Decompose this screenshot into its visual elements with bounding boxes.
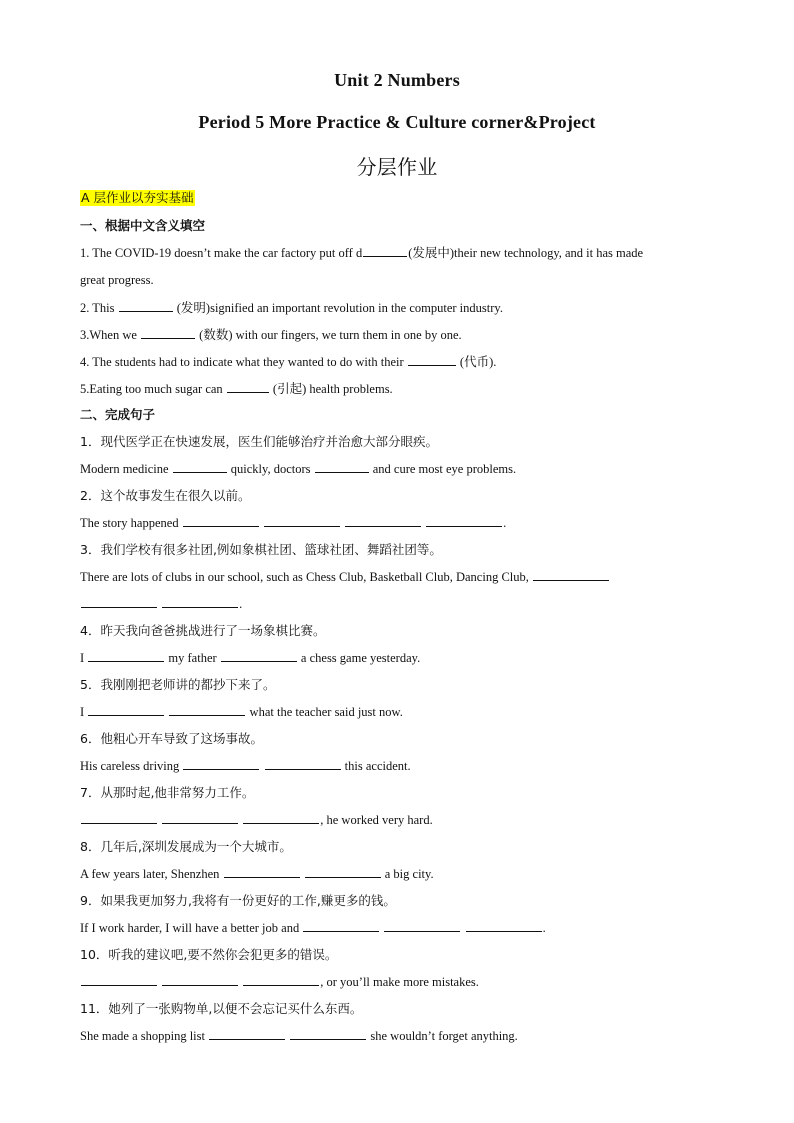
sentence-text: I: [80, 705, 85, 719]
question-2: [80, 300, 503, 316]
answer-blank[interactable]: [227, 381, 269, 393]
answer-blank[interactable]: [426, 515, 502, 527]
answer-blank[interactable]: [81, 596, 157, 608]
question-text: (数数) with our fingers, we turn them in one by one.: [199, 328, 462, 342]
sentence-3-chinese: 3．我们学校有很多社团,例如象棋社团、篮球社团、舞蹈社团等。: [80, 542, 442, 557]
answer-blank[interactable]: [345, 515, 421, 527]
sentence-text: , or you’ll make more mistakes.: [320, 975, 479, 989]
answer-blank[interactable]: [141, 327, 195, 339]
sentence-text: , he worked very hard.: [320, 813, 433, 827]
sentence-11: [80, 1028, 518, 1044]
section2-title: 二、完成句子: [80, 407, 156, 422]
sentence-4-chinese: 4．昨天我向爸爸挑战进行了一场象棋比赛。: [80, 623, 326, 638]
answer-blank[interactable]: [183, 758, 259, 770]
answer-blank[interactable]: [173, 461, 227, 473]
sentence-text: The story happened: [80, 516, 179, 530]
sentence-text: She made a shopping list: [80, 1029, 205, 1043]
sentence-11-chinese: 11．她列了一张购物单,以便不会忘记买什么东西。: [80, 1001, 363, 1016]
answer-blank[interactable]: [264, 515, 340, 527]
sentence-text: Modern medicine: [80, 462, 169, 476]
sentence-text: she wouldn’t forget anything.: [370, 1029, 518, 1043]
answer-blank[interactable]: [209, 1028, 285, 1040]
answer-blank[interactable]: [221, 650, 297, 662]
question-text: 3.When we: [80, 328, 137, 342]
question-text: (引起) health problems.: [272, 382, 393, 396]
question-5: [80, 381, 393, 397]
sentence-text: what the teacher said just now.: [249, 705, 403, 719]
answer-blank[interactable]: [265, 758, 341, 770]
answer-blank[interactable]: [408, 354, 456, 366]
answer-blank[interactable]: [162, 974, 238, 986]
sentence-6-chinese: 6．他粗心开车导致了这场事故。: [80, 731, 263, 746]
period-subtitle: Period 5 More Practice & Culture corner&Project: [198, 112, 596, 132]
sentence-3-cont: [80, 596, 242, 612]
answer-blank[interactable]: [81, 812, 157, 824]
question-text: 2. This: [80, 301, 115, 315]
sentence-2: [80, 515, 506, 531]
answer-blank[interactable]: [363, 245, 407, 257]
sentence-10: [80, 974, 479, 990]
sentence-text: His careless driving: [80, 759, 180, 773]
sentence-5: [80, 704, 403, 720]
answer-blank[interactable]: [183, 515, 259, 527]
sentence-5-chinese: 5．我刚刚把老师讲的都抄下来了。: [80, 677, 276, 692]
answer-blank[interactable]: [162, 596, 238, 608]
answer-blank[interactable]: [169, 704, 245, 716]
question-text: 1. The COVID-19 doesn’t make the car factory put off d: [80, 246, 363, 260]
answer-blank[interactable]: [88, 650, 164, 662]
answer-blank[interactable]: [224, 866, 300, 878]
sentence-9: [80, 920, 546, 936]
sentence-10-chinese: 10．听我的建议吧,要不然你会犯更多的错误。: [80, 947, 338, 962]
question-text: 5.Eating too much sugar can: [80, 382, 223, 396]
question-text: (发明)signified an important revolution in the computer industry.: [176, 301, 503, 315]
question-text: (发展中)their new technology, and it has made: [408, 246, 644, 260]
sentence-text: .: [503, 516, 507, 530]
sentence-text: .: [542, 921, 546, 935]
sentence-9-chinese: 9．如果我更加努力,我将有一份更好的工作,赚更多的钱。: [80, 893, 396, 908]
sentence-2-chinese: 2．这个故事发生在很久以前。: [80, 488, 251, 503]
question-text: 4. The students had to indicate what they wanted to do with their: [80, 355, 404, 369]
sentence-text: this accident.: [344, 759, 411, 773]
answer-blank[interactable]: [81, 974, 157, 986]
question-1-cont: great progress.: [80, 273, 154, 287]
sentence-1-chinese: 1．现代医学正在快速发展，医生们能够治疗并治愈大部分眼疾。: [80, 434, 438, 449]
sentence-8: [80, 866, 434, 882]
answer-blank[interactable]: [305, 866, 381, 878]
sentence-text: my father: [168, 651, 217, 665]
question-3: [80, 327, 462, 343]
homework-heading: 分层作业: [356, 155, 438, 179]
sentence-text: quickly, doctors: [230, 462, 311, 476]
answer-blank[interactable]: [384, 920, 460, 932]
sentence-6: [80, 758, 411, 774]
sentence-text: I: [80, 651, 85, 665]
answer-blank[interactable]: [315, 461, 369, 473]
question-4: [80, 354, 496, 370]
sentence-4: [80, 650, 420, 666]
answer-blank[interactable]: [243, 974, 319, 986]
sentence-text: If I work harder, I will have a better job and: [80, 921, 300, 935]
answer-blank[interactable]: [88, 704, 164, 716]
sentence-3: [80, 569, 610, 585]
answer-blank[interactable]: [243, 812, 319, 824]
sentence-text: .: [239, 597, 243, 611]
level-badge: A 层作业以夯实基础: [81, 190, 194, 205]
sentence-text: A few years later, Shenzhen: [80, 867, 220, 881]
sentence-7: [80, 812, 433, 828]
answer-blank[interactable]: [119, 300, 173, 312]
answer-blank[interactable]: [303, 920, 379, 932]
answer-blank[interactable]: [162, 812, 238, 824]
sentence-text: and cure most eye problems.: [372, 462, 517, 476]
sentence-text: There are lots of clubs in our school, such as Chess Club, Basketball Club, Dancing Club,: [80, 570, 529, 584]
unit-title: Unit 2 Numbers: [334, 70, 460, 90]
answer-blank[interactable]: [290, 1028, 366, 1040]
answer-blank[interactable]: [533, 569, 609, 581]
section1-title: 一、根据中文含义填空: [80, 218, 206, 233]
answer-blank[interactable]: [466, 920, 542, 932]
sentence-text: a big city.: [384, 867, 434, 881]
sentence-text: a chess game yesterday.: [300, 651, 421, 665]
question-text: (代币).: [459, 355, 497, 369]
question-1: [80, 245, 643, 261]
sentence-8-chinese: 8．几年后,深圳发展成为一个大城市。: [80, 839, 292, 854]
sentence-7-chinese: 7．从那时起,他非常努力工作。: [80, 785, 255, 800]
sentence-1: [80, 461, 516, 477]
